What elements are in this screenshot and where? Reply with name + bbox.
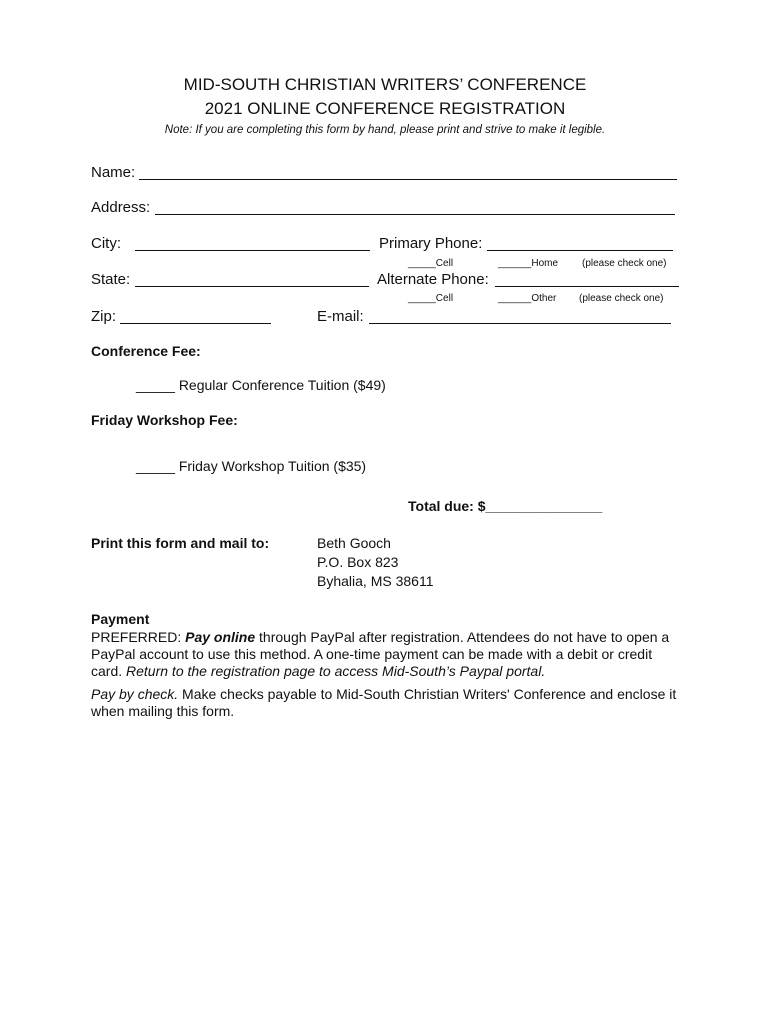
alternate-phone-field[interactable] — [495, 286, 679, 287]
workshop-tuition-option[interactable]: _____ Friday Workshop Tuition ($35) — [136, 458, 367, 474]
primary-home-option[interactable]: ______Home — [498, 258, 559, 269]
primary-check-hint: (please check one) — [582, 258, 667, 269]
pay-online-text: Pay online — [185, 629, 256, 645]
mail-to-label: Print this form and mail to: — [91, 535, 270, 551]
primary-phone-label: Primary Phone: — [379, 235, 483, 252]
conference-fee-heading: Conference Fee: — [91, 343, 201, 359]
return-note: Return to the registration page to access Mid-South’s Paypal portal. — [126, 663, 546, 679]
city-label: City: — [91, 235, 121, 252]
city-field[interactable] — [135, 250, 370, 251]
payment-heading: Payment — [91, 611, 150, 627]
form-title: MID-SOUTH CHRISTIAN WRITERS’ CONFERENCE — [183, 75, 587, 94]
alt-check-hint: (please check one) — [579, 293, 664, 304]
zip-label: Zip: — [91, 308, 117, 325]
form-note: Note: If you are completing this form by hand, please print and strive to make it legible. — [164, 124, 606, 136]
check-body: Make checks payable to Mid-South Christian Writers' Conference and enclose it when mailing this form. — [91, 686, 677, 719]
mail-recipient: Beth Gooch — [317, 535, 391, 551]
zip-field[interactable] — [120, 323, 271, 324]
alternate-phone-label: Alternate Phone: — [377, 271, 489, 288]
preferred-prefix: PREFERRED: — [91, 629, 186, 645]
mail-po-box: P.O. Box 823 — [317, 554, 399, 570]
alt-cell-option[interactable]: _____Cell — [408, 293, 454, 304]
primary-phone-field[interactable] — [487, 250, 673, 251]
mail-city: Byhalia, MS 38611 — [317, 573, 434, 589]
pay-by-check-text: Pay by check. — [91, 686, 179, 702]
primary-cell-option[interactable]: _____Cell — [408, 258, 454, 269]
state-field[interactable] — [135, 286, 369, 287]
address-field[interactable] — [155, 214, 675, 215]
conference-tuition-option[interactable]: _____ Regular Conference Tuition ($49) — [136, 377, 386, 393]
preferred-body: through PayPal after registration. Attendees do not have to open a PayPal account to use this method. A one-time payment can be made with a debit or credit card. — [91, 629, 670, 679]
name-field[interactable] — [139, 179, 677, 180]
email-label: E-mail: — [317, 308, 364, 325]
payment-check-paragraph — [91, 686, 681, 720]
total-due[interactable]: Total due: $_______________ — [408, 498, 603, 514]
address-label: Address: — [91, 199, 151, 216]
workshop-fee-heading: Friday Workshop Fee: — [91, 412, 238, 428]
alt-other-option[interactable]: ______Other — [498, 293, 557, 304]
email-field[interactable] — [369, 323, 671, 324]
state-label: State: — [91, 271, 131, 288]
form-subtitle: 2021 ONLINE CONFERENCE REGISTRATION — [204, 99, 566, 118]
payment-preferred-paragraph — [91, 629, 681, 680]
name-label: Name: — [91, 164, 136, 181]
